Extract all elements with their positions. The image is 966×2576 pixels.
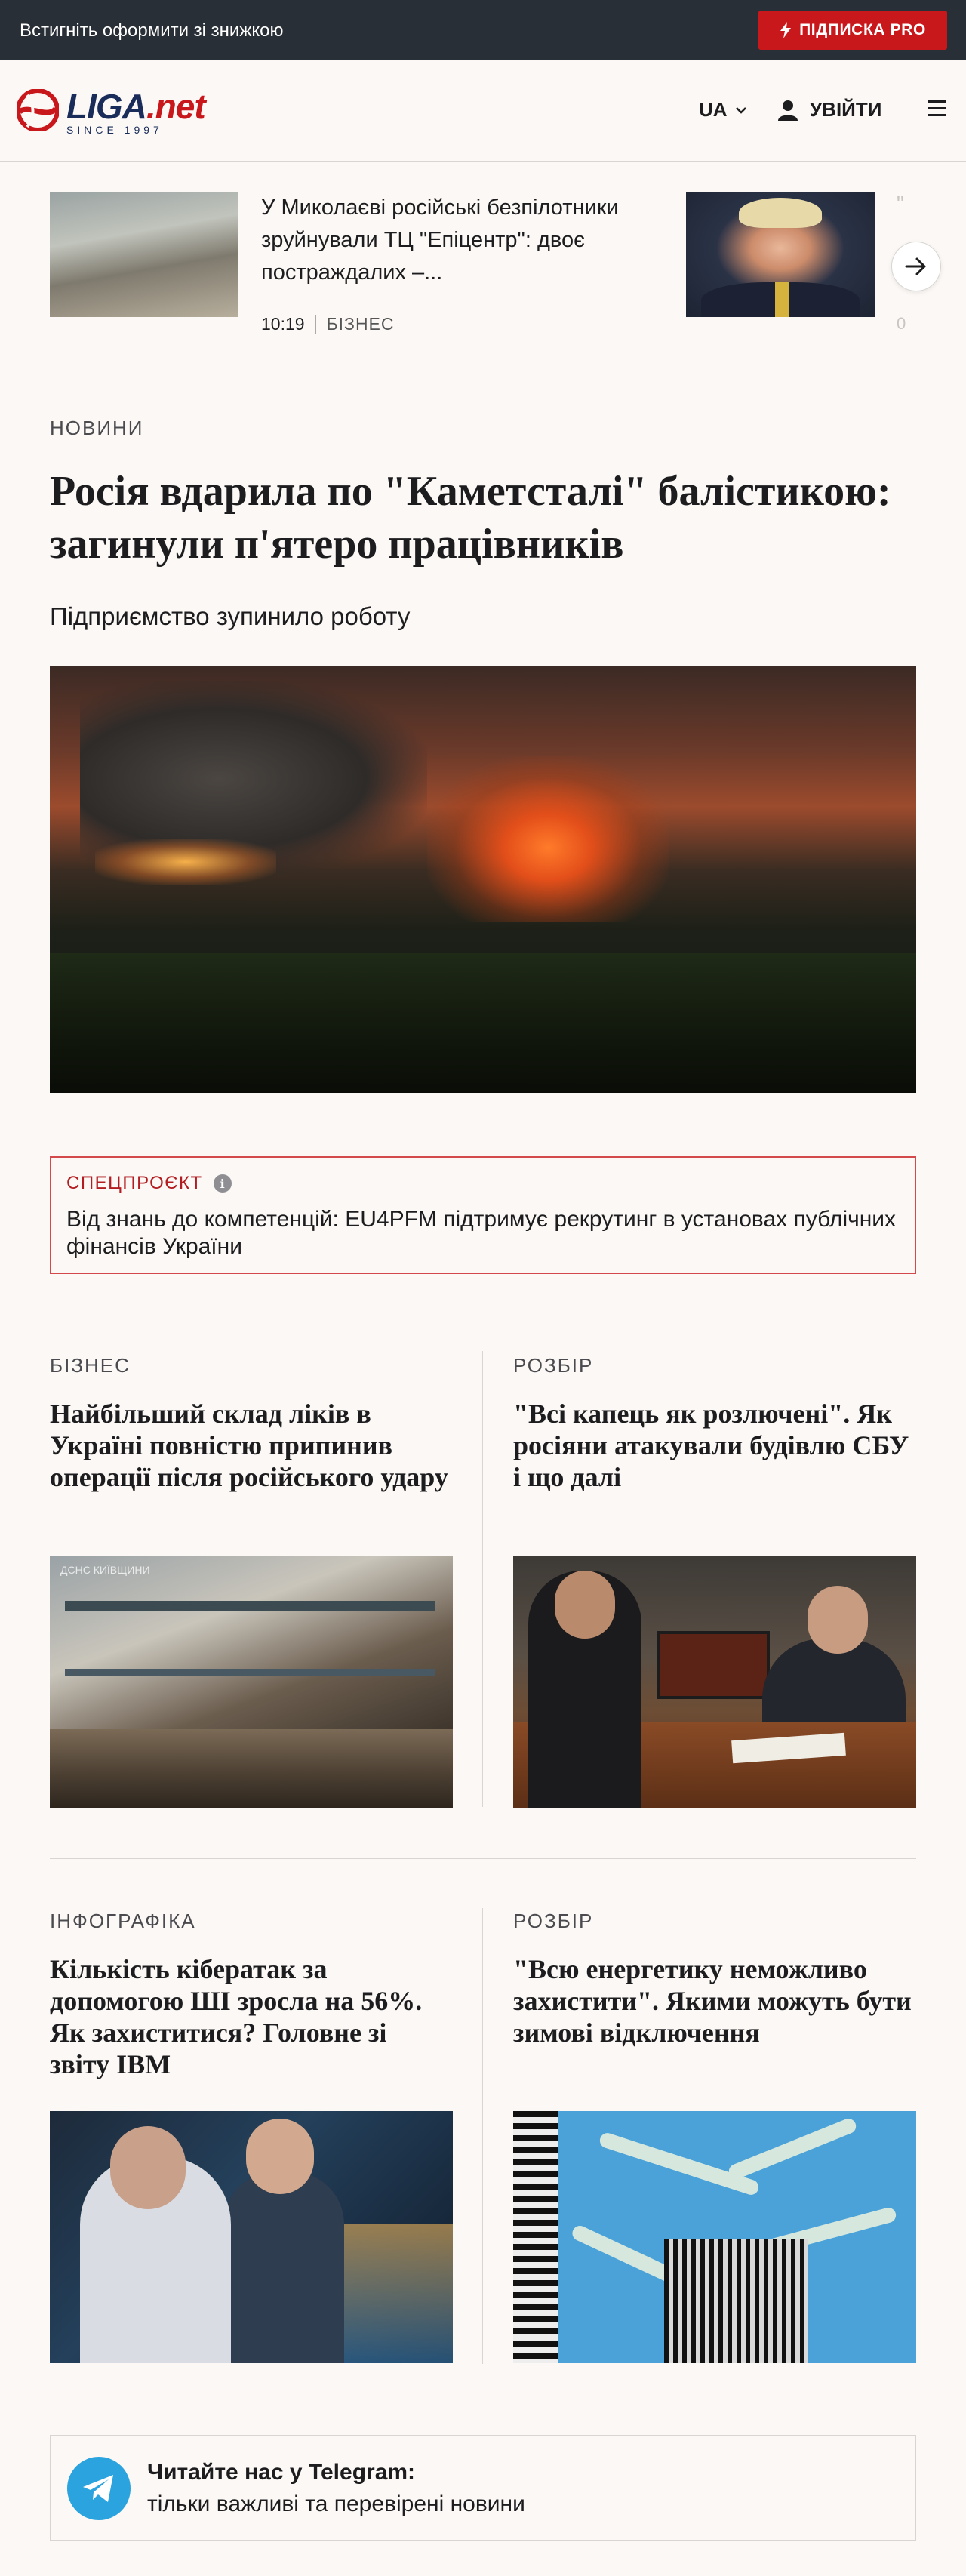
subscription-pro-label: ПІДПИСКА PRO: [799, 21, 926, 38]
subscription-pro-button[interactable]: [758, 11, 947, 50]
news-thumbnail-epicentr[interactable]: [50, 192, 238, 317]
card-kicker[interactable]: БІЗНЕС: [50, 1354, 131, 1377]
special-project-banner[interactable]: [50, 1156, 916, 1274]
liga-logo[interactable]: [17, 86, 220, 139]
site-header: [0, 60, 966, 162]
card-kicker[interactable]: РОЗБІР: [513, 1910, 594, 1932]
grid-divider: [482, 1351, 483, 1807]
language-selector[interactable]: [699, 98, 747, 122]
language-label: UA: [699, 98, 728, 121]
liga-logo-emblem-icon: [17, 89, 59, 131]
card-title[interactable]: "Всі капець як розлючені". Як росіяни атакували будівлю СБУ і що далі: [513, 1399, 909, 1492]
special-project-title[interactable]: Від знань до компетенцій: EU4PFM підтримує рекрутинг в установах публічних фінансів України: [66, 1207, 897, 1259]
promo-text: Встигніть оформити зі знижкою: [20, 20, 284, 41]
special-project-kicker: [66, 1173, 232, 1194]
chevron-down-icon: [735, 106, 747, 114]
article-hero-image[interactable]: [50, 666, 916, 1093]
strip-news-title[interactable]: У Миколаєві російські безпілотники зруйнували ТЦ "Епіцентр": двоє постраждалих –...: [261, 195, 619, 285]
card-image-cyber[interactable]: [50, 2111, 453, 2363]
news-thumbnail-portrait[interactable]: [686, 192, 875, 317]
special-project-label: СПЕЦПРОЄКТ: [66, 1173, 203, 1193]
card-kicker[interactable]: РОЗБІР: [513, 1354, 594, 1377]
next-item-title-fragment: ": [897, 192, 904, 215]
promo-bar: [0, 0, 966, 60]
card-image-warehouse[interactable]: [50, 1556, 453, 1808]
next-item-time-fragment: 0: [897, 314, 906, 333]
logo-wordmark: LIGA.net: [66, 87, 205, 126]
meta-separator: [315, 315, 316, 334]
article-headline[interactable]: Росія вдарила по "Каметсталі" балістикою: загинули п'ятеро працівників: [50, 468, 891, 568]
login-label: УВІЙТИ: [810, 98, 882, 121]
grid-divider: [482, 1908, 483, 2364]
telegram-icon: [67, 2457, 131, 2520]
telegram-subtitle: тільки важливі та перевірені новини: [147, 2491, 525, 2516]
card-image-meeting[interactable]: [513, 1556, 916, 1808]
info-icon[interactable]: i: [214, 1174, 232, 1193]
telegram-banner[interactable]: [50, 2435, 916, 2541]
section-divider: [50, 1858, 916, 1859]
menu-icon[interactable]: [928, 100, 946, 117]
strip-news-time: 10:19: [261, 314, 305, 334]
arrow-right-icon: [905, 257, 928, 276]
top-news-strip: [50, 192, 916, 365]
strip-next-button[interactable]: [891, 242, 941, 291]
user-icon: [778, 100, 798, 121]
strip-news-meta: [261, 314, 395, 334]
card-image-energy[interactable]: [513, 2111, 916, 2363]
card-title[interactable]: Кількість кібератак за допомогою ШІ зросла на 56%. Як захиститися? Головне зі звіту IBM: [50, 1954, 423, 2079]
article-subheadline: Підприємство зупинило роботу: [50, 602, 411, 630]
lightning-icon: [780, 22, 792, 38]
login-button[interactable]: [778, 98, 881, 122]
card-title[interactable]: Найбільший склад ліків в Україні повністю припинив операції після російського удару: [50, 1399, 448, 1492]
image-watermark: ДСНС КИЇВЩИНИ: [60, 1564, 150, 1576]
telegram-title: Читайте нас у Telegram:: [147, 2460, 416, 2485]
logo-since: SINCE 1997: [66, 124, 163, 136]
strip-news-category[interactable]: БІЗНЕС: [326, 314, 395, 334]
card-title[interactable]: "Всю енергетику неможливо захистити". Якими можуть бути зимові відключення: [513, 1954, 912, 2048]
article-kicker[interactable]: НОВИНИ: [50, 417, 144, 439]
card-kicker[interactable]: ІНФОГРАФІКА: [50, 1910, 196, 1932]
